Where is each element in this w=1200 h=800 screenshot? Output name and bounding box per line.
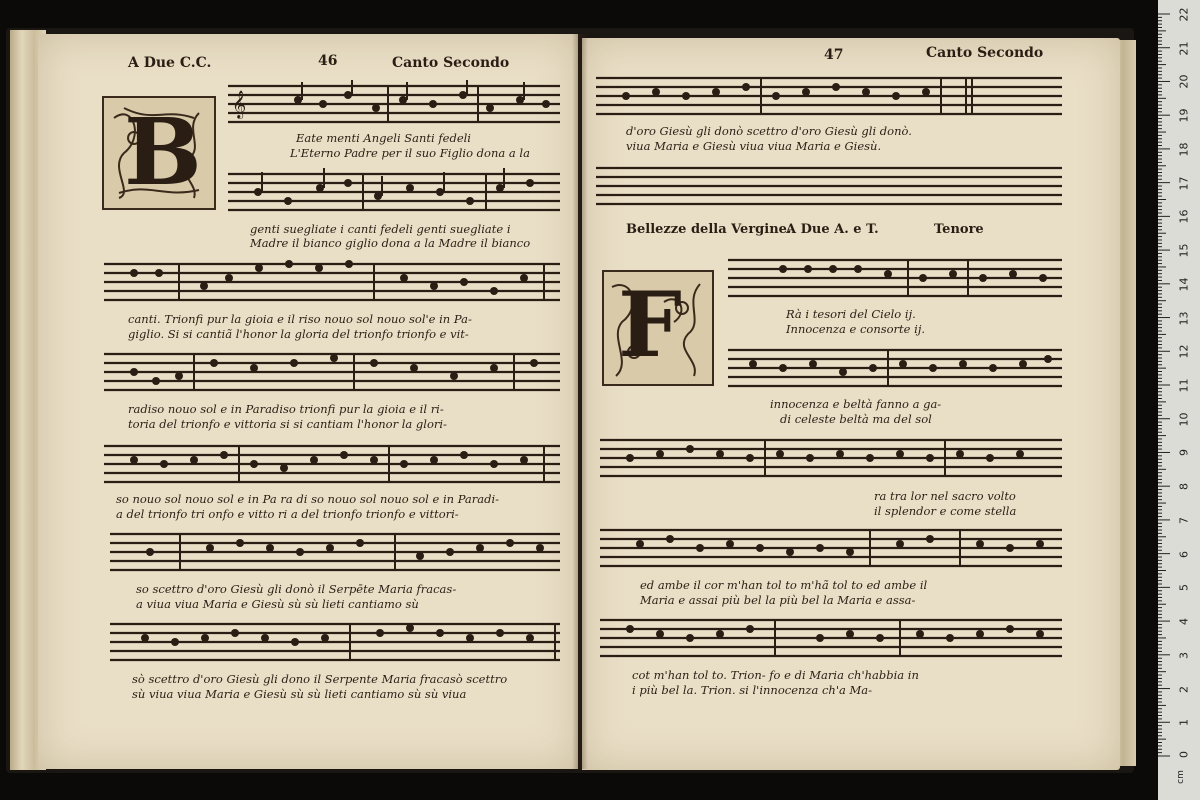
music-staff [228,168,560,216]
music-staff [228,80,560,128]
lyric-line: cot m'han tol to. Trion- fo e di Maria ch'habbia in [632,668,919,682]
staff-lines [600,614,1062,662]
ruler-label: 11 [1177,378,1191,393]
ruler-label: 4 [1177,618,1191,626]
staff-lines [728,254,1062,302]
ruler-label: 17 [1177,176,1191,191]
lyric-line: giglio. Si si cantiã l'honor la gloria del trionfo trionfo e vit- [128,327,469,341]
music-staff [110,618,560,666]
initial-letter-b: B [124,98,202,206]
section-voices: A Due A. e T. [786,222,879,237]
ruler-label: 0 [1177,751,1191,758]
music-staff [104,258,560,306]
ruler-label: 8 [1177,483,1191,491]
initial-letter-f: F [618,272,682,378]
staff-lines [228,80,560,128]
music-staff [600,614,1062,662]
ruler-label: 20 [1177,74,1191,89]
lyric-line: so scettro d'oro Giesù gli donò il Serpēte Maria fracas- [136,582,457,596]
music-staff [104,348,560,396]
left-header-part: Canto Secondo [392,55,510,71]
lyric-line: Rà i tesori del Cielo ij. [786,307,916,321]
ruler-label: 9 [1177,449,1191,457]
ruler-label: 3 [1177,651,1191,659]
ruler-unit: cm [1175,770,1186,784]
staff-lines [110,618,560,666]
lyric-line: canti. Trionfi pur la gioia e il riso nouo sol nouo sol'e in Pa- [128,312,472,326]
ruler-label: 13 [1177,311,1191,326]
lyric-line: ra tra lor nel sacro volto [874,489,1016,503]
lyric-line: il splendor e come stella [874,504,1017,518]
lyric-line: so nouo sol nouo sol e in Pa ra di so nouo sol nouo sol e in Paradi- [116,492,500,506]
music-staff [600,524,1062,572]
lyric-line: genti suegliate i canti fedeli genti suegliate i [250,222,511,236]
staff-lines [596,162,1062,210]
music-staff [596,72,1062,120]
lyric-line: d'oro Giesù gli donò scettro d'oro Giesù gli donò. [626,124,912,138]
staff-lines [600,434,1062,482]
music-staff [104,440,560,488]
section-part: Tenore [934,222,984,237]
lyric-line: toria del trionfo e vittoria si si cantiam l'honor la glori- [128,417,447,431]
ruler-label: 22 [1177,7,1191,22]
right-header-part: Canto Secondo [926,45,1044,61]
staff-lines [600,524,1062,572]
lyric-line: L'Eterno Padre per il suo Figlio dona a la [290,146,530,160]
ruler-label: 14 [1177,277,1191,292]
ruler-label: 1 [1177,719,1191,727]
music-staff [110,528,560,576]
ruler-label: 19 [1177,108,1191,123]
lyric-line: Madre il bianco giglio dona a la Madre il bianco [250,236,531,250]
ruler-label: 21 [1177,41,1191,56]
lyric-line: innocenza e beltà fanno a ga- [770,397,942,411]
lyric-line: sò scettro d'oro Giesù gli dono il Serpente Maria fracasò scettro [132,672,508,686]
music-staff [728,254,1062,302]
lyric-line: radiso nouo sol e in Paradiso trionfi pur la gioia e il ri- [128,402,444,416]
left-header-voices: A Due C.C. [128,55,212,71]
lyric-line: a viua viua Maria e Giesù sù sù lieti cantiamo sù [136,597,419,611]
staff-lines [104,348,560,396]
lyric-line: viua Maria e Giesù viua viua Maria e Giesù. [626,139,882,153]
lyric-line: Maria e assai più bel la più bel la Maria e assa- [640,593,916,607]
empty-staff [596,162,1062,210]
ruler-label: 16 [1177,209,1191,224]
staff-lines [228,168,560,216]
ruler-label: 6 [1177,550,1191,558]
book-gutter [572,34,588,769]
lyric-line: sù viua viua Maria e Giesù sù sù lieti cantiamo sù sù viua [132,687,467,701]
ruler-label: 2 [1177,685,1191,693]
decorated-initial-f [602,270,714,386]
ruler-label: 7 [1177,516,1191,524]
decorated-initial-b [102,96,216,210]
lyric-line: Innocenza e consorte ij. [786,322,926,336]
left-page-number: 46 [318,53,338,69]
ruler-label: 5 [1177,584,1191,592]
lyric-line: a del trionfo tri onfo e vitto ri a del trionfo trionfo e vittori- [116,507,459,521]
staff-lines [110,528,560,576]
lyric-line: i più bel la. Trion. si l'innocenza ch'a Ma- [632,683,873,697]
staff-lines [104,440,560,488]
ruler-label: 12 [1177,344,1191,359]
music-staff [600,434,1062,482]
ruler-label: 10 [1177,412,1191,427]
ruler-label: 15 [1177,243,1191,258]
ruler-label: 18 [1177,142,1191,157]
lyric-line: ed ambe il cor m'han tol to m'hã tol to ed ambe il [640,578,928,592]
music-staff [728,344,1062,392]
svg-text:𝄞: 𝄞 [232,90,247,118]
staff-lines [596,72,1062,120]
staff-lines [728,344,1062,392]
lyric-line: di celeste beltà ma del sol [780,412,932,426]
lyric-line: Eate menti Angeli Santi fedeli [296,131,471,145]
measurement-ruler [1158,0,1200,800]
right-page-number: 47 [824,47,844,63]
staff-lines [104,258,560,306]
section-title: Bellezze della Vergine. [626,222,792,237]
